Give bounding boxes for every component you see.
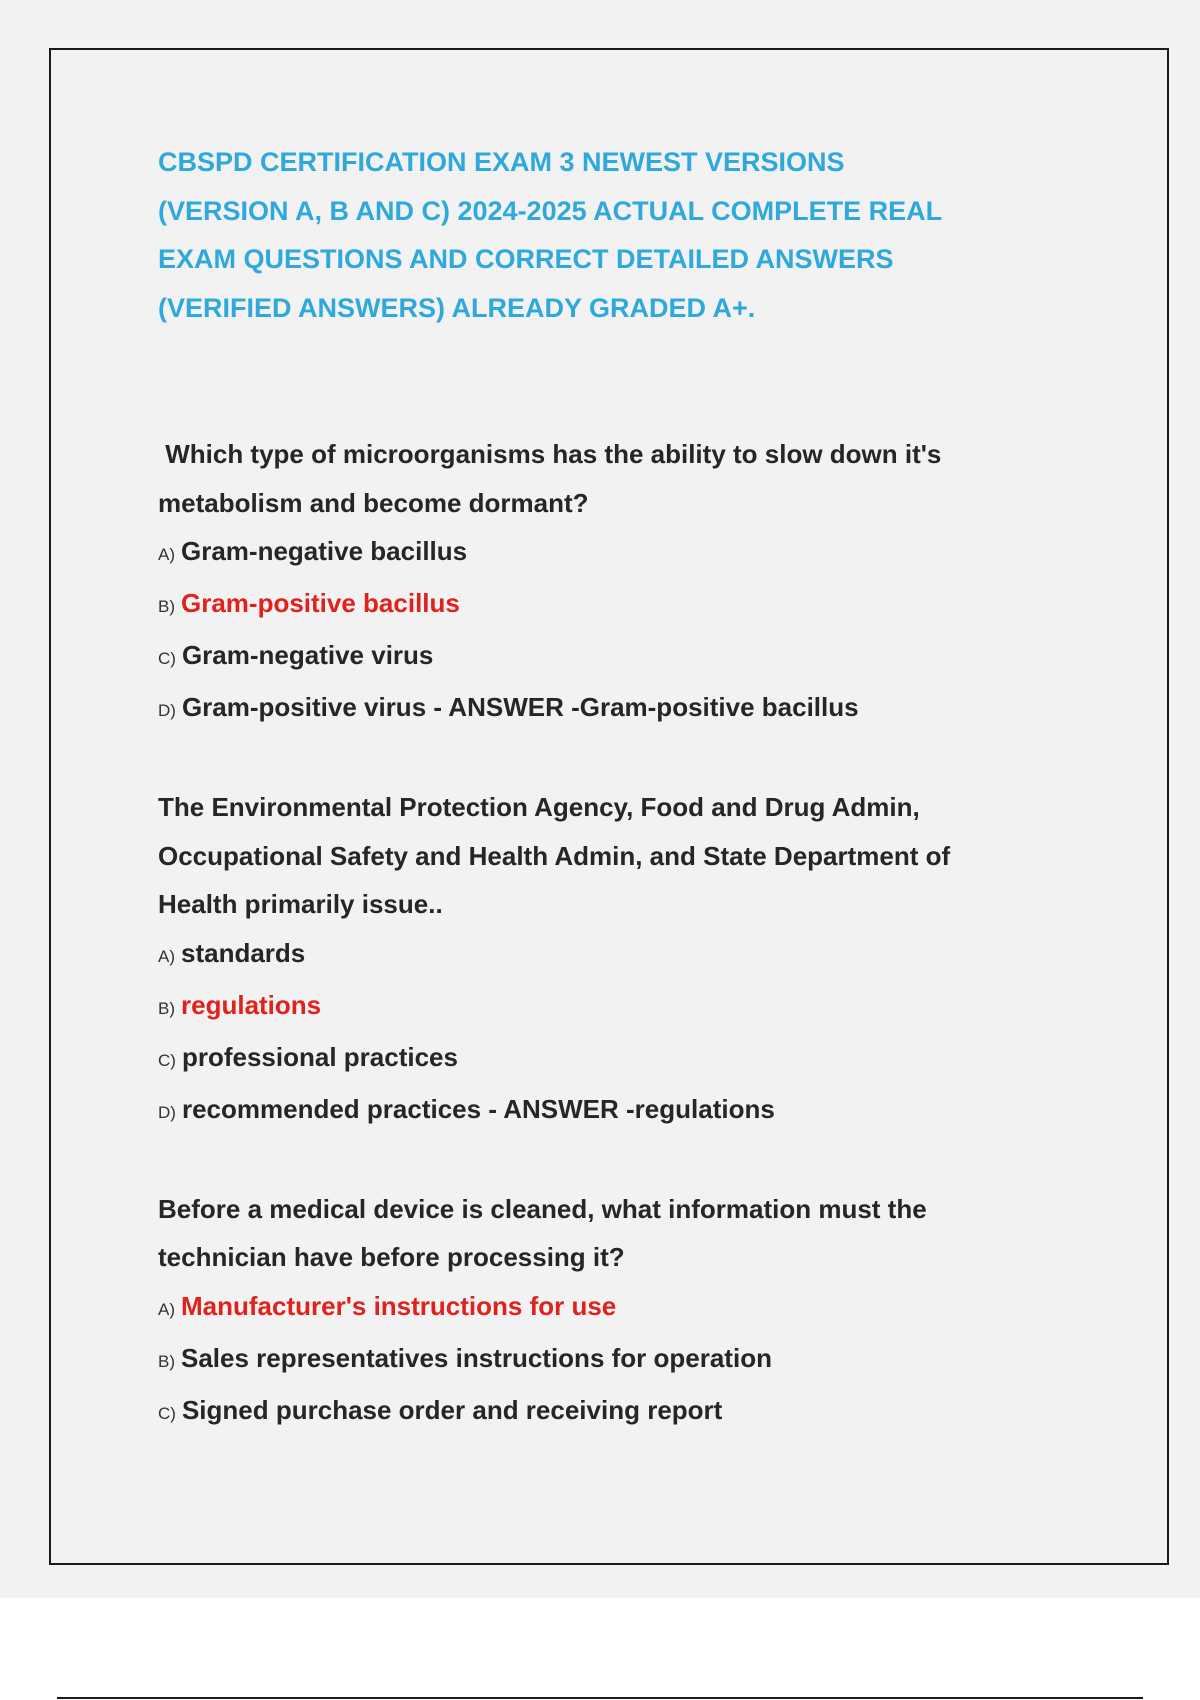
- option-text: recommended practices: [181, 1093, 482, 1124]
- option-text: Gram-negative bacillus: [181, 536, 468, 566]
- option-letter: C): [158, 1050, 176, 1070]
- title-line: EXAM QUESTIONS AND CORRECT DETAILED ANSWERS: [158, 244, 894, 274]
- question-text-line: Before a medical device is cleaned, what information must the: [158, 1193, 927, 1224]
- option-c: [158, 631, 1058, 683]
- option-letter: A): [158, 545, 175, 564]
- option-c: [158, 1033, 1058, 1085]
- answer-key: - ANSWER -Gram-positive bacillus: [426, 692, 859, 722]
- question-text-line: Occupational Safety and Health Admin, and State Department of: [158, 840, 951, 871]
- question-1: [158, 430, 1058, 735]
- option-a-correct: [158, 1282, 1058, 1334]
- option-b-correct: [158, 981, 1058, 1033]
- option-a: [158, 929, 1058, 981]
- option-letter: B): [158, 597, 175, 616]
- option-b-correct: [158, 579, 1058, 631]
- option-letter: B): [158, 998, 175, 1018]
- correct-option-text: regulations: [181, 989, 322, 1020]
- option-letter: B): [158, 1351, 175, 1371]
- option-d: [158, 1085, 1058, 1137]
- title-line: (VERSION A, B AND C) 2024-2025 ACTUAL COMPLETE REAL: [158, 195, 943, 226]
- option-d: [158, 683, 1058, 735]
- option-text: Gram-negative virus: [181, 640, 434, 670]
- question-text-line: technician have before processing it?: [158, 1242, 625, 1272]
- option-text: Signed purchase order and receiving report: [181, 1394, 723, 1425]
- option-letter: C): [158, 1403, 176, 1423]
- question-3: [158, 1185, 1058, 1438]
- question-text-line: Health primarily issue..: [158, 889, 443, 919]
- footer-divider: [57, 1697, 1143, 1699]
- question-text-line: Which type of microorganisms has the ability to slow down it's: [158, 439, 942, 469]
- correct-option-text: Manufacturer's instructions for use: [181, 1290, 617, 1321]
- option-text: Sales representatives instructions for operation: [181, 1342, 772, 1373]
- answer-key: - ANSWER -regulations: [481, 1093, 775, 1124]
- question-text-line: metabolism and become dormant?: [158, 487, 589, 518]
- page-content: [158, 138, 1058, 1438]
- correct-option-text: Gram-positive bacillus: [181, 588, 460, 618]
- option-c: [158, 1386, 1058, 1438]
- title-line: CBSPD CERTIFICATION EXAM 3 NEWEST VERSIONS: [158, 147, 845, 177]
- option-text: professional practices: [181, 1041, 458, 1072]
- option-letter: C): [158, 649, 176, 668]
- option-letter: A): [158, 946, 175, 966]
- option-letter: D): [158, 701, 176, 720]
- question-2: [158, 783, 1058, 1137]
- question-text-line: The Environmental Protection Agency, Food and Drug Admin,: [158, 792, 920, 822]
- option-letter: D): [158, 1102, 176, 1122]
- document-title: [158, 138, 1058, 332]
- option-text: standards: [181, 937, 306, 968]
- option-letter: A): [158, 1299, 175, 1319]
- title-line: (VERIFIED ANSWERS) ALREADY GRADED A+.: [158, 292, 756, 323]
- option-b: [158, 1334, 1058, 1386]
- option-text: Gram-positive virus: [181, 692, 427, 722]
- option-a: [158, 527, 1058, 579]
